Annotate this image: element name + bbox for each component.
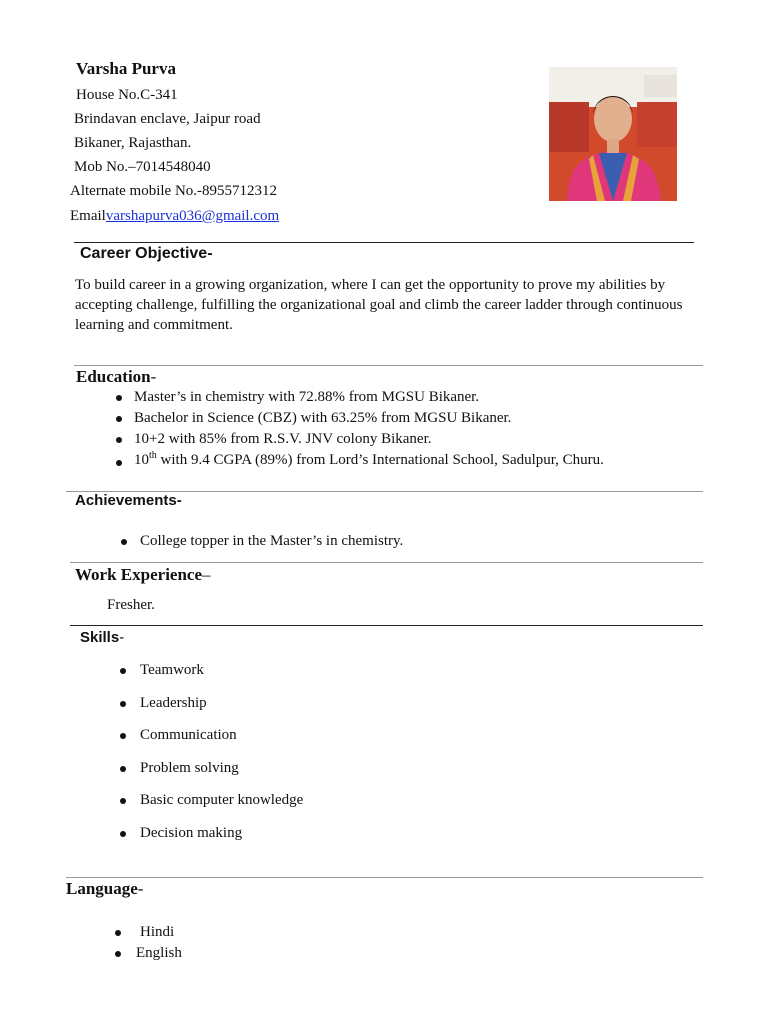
work-experience-heading [75,565,211,585]
work-experience-text: Fresher. [107,597,155,613]
bullet-icon [120,701,126,707]
language-item [114,924,182,945]
address-line-3: Bikaner, Rajasthan. [74,135,192,151]
language-item-text: English [136,945,182,961]
achievements-list [120,533,403,553]
bullet-icon [120,831,126,837]
bullet-icon [115,951,121,957]
education-item [115,431,604,452]
achievements-dash: - [176,492,182,509]
bullet-icon [116,460,122,466]
email-label: Email [70,208,106,224]
bullet-icon [120,798,126,804]
bullet-icon [120,733,126,739]
education-item [115,452,604,473]
language-item-text: Hindi [140,924,175,940]
divider-education [74,365,703,366]
skill-item-text: Communication [140,727,237,743]
skill-item-text: Basic computer knowledge [140,792,304,808]
education-item-text: 10 [134,452,149,468]
skill-item [120,792,303,825]
achievements-title: Achievements [75,492,177,509]
education-heading [76,367,156,387]
education-item-text: with 9.4 CGPA (89%) from Lord’s International School, Sadulpur, Churu. [156,452,604,468]
profile-photo-image [549,67,677,201]
language-title: Language [66,879,138,898]
bullet-icon [116,437,122,443]
language-heading [66,879,143,899]
skill-item [120,727,303,760]
profile-photo [549,67,677,201]
skill-item-text: Leadership [140,694,207,711]
language-list [114,924,182,966]
achievement-item [120,533,403,553]
email-row [70,207,279,225]
skill-item-text: Teamwork [140,662,204,678]
bullet-icon [116,416,122,422]
divider-skills [70,625,703,626]
skill-item [120,825,303,858]
language-dash: - [137,879,144,898]
skill-item-text: Decision making [140,824,243,841]
skill-item [120,695,303,728]
education-item-text: 10+2 with 85% from R.S.V. JNV colony Bikaner. [134,431,432,447]
career-objective-title: Career Objective [80,245,208,262]
education-item-text: Master’s in chemistry with 72.88% from MGSU Bikaner. [134,389,480,405]
education-dash: - [150,367,157,386]
career-objective-heading [80,245,213,263]
skills-title: Skills [80,629,120,646]
mobile-number: Mob No.–7014548040 [74,159,211,175]
bullet-icon [121,539,127,545]
address-line-1: House No.C-341 [76,87,178,103]
candidate-name: Varsha Purva [76,59,176,78]
education-item [115,410,604,431]
education-item-text: Bachelor in Science (CBZ) with 63.25% from MGSU Bikaner. [134,410,512,426]
divider-career [74,242,694,243]
education-item [115,389,604,410]
email-link[interactable]: varshapurva036@gmail.com [105,208,280,224]
achievements-heading [75,492,182,509]
language-item [114,945,182,966]
skill-item [120,760,303,793]
bullet-icon [120,766,126,772]
achievement-item-text: College topper in the Master’s in chemistry. [140,533,404,549]
bullet-icon [116,395,122,401]
alternate-mobile-number: Alternate mobile No.-8955712312 [70,183,278,199]
work-experience-dash: – [202,565,211,584]
skills-dash: - [119,629,125,646]
career-objective-dash: - [207,245,213,262]
divider-language [66,877,703,878]
skill-item-text: Problem solving [140,759,239,776]
education-title: Education [76,367,151,386]
bullet-icon [120,668,126,674]
career-objective-text: To build career in a growing organization, where I can get the opportunity to prove my abilities by accepting challenge, fulfilling the organizational goal and climb the career ladder through continuous learning and commitment. [75,277,683,333]
education-list [115,389,604,473]
address-line-2: Brindavan enclave, Jaipur road [74,111,261,127]
skills-heading [80,629,124,646]
divider-work [70,562,703,563]
skills-list [120,662,303,857]
bullet-icon [115,930,121,936]
education-item-superscript: th [149,450,157,461]
skill-item [120,662,303,695]
work-experience-title: Work Experience [75,565,203,584]
